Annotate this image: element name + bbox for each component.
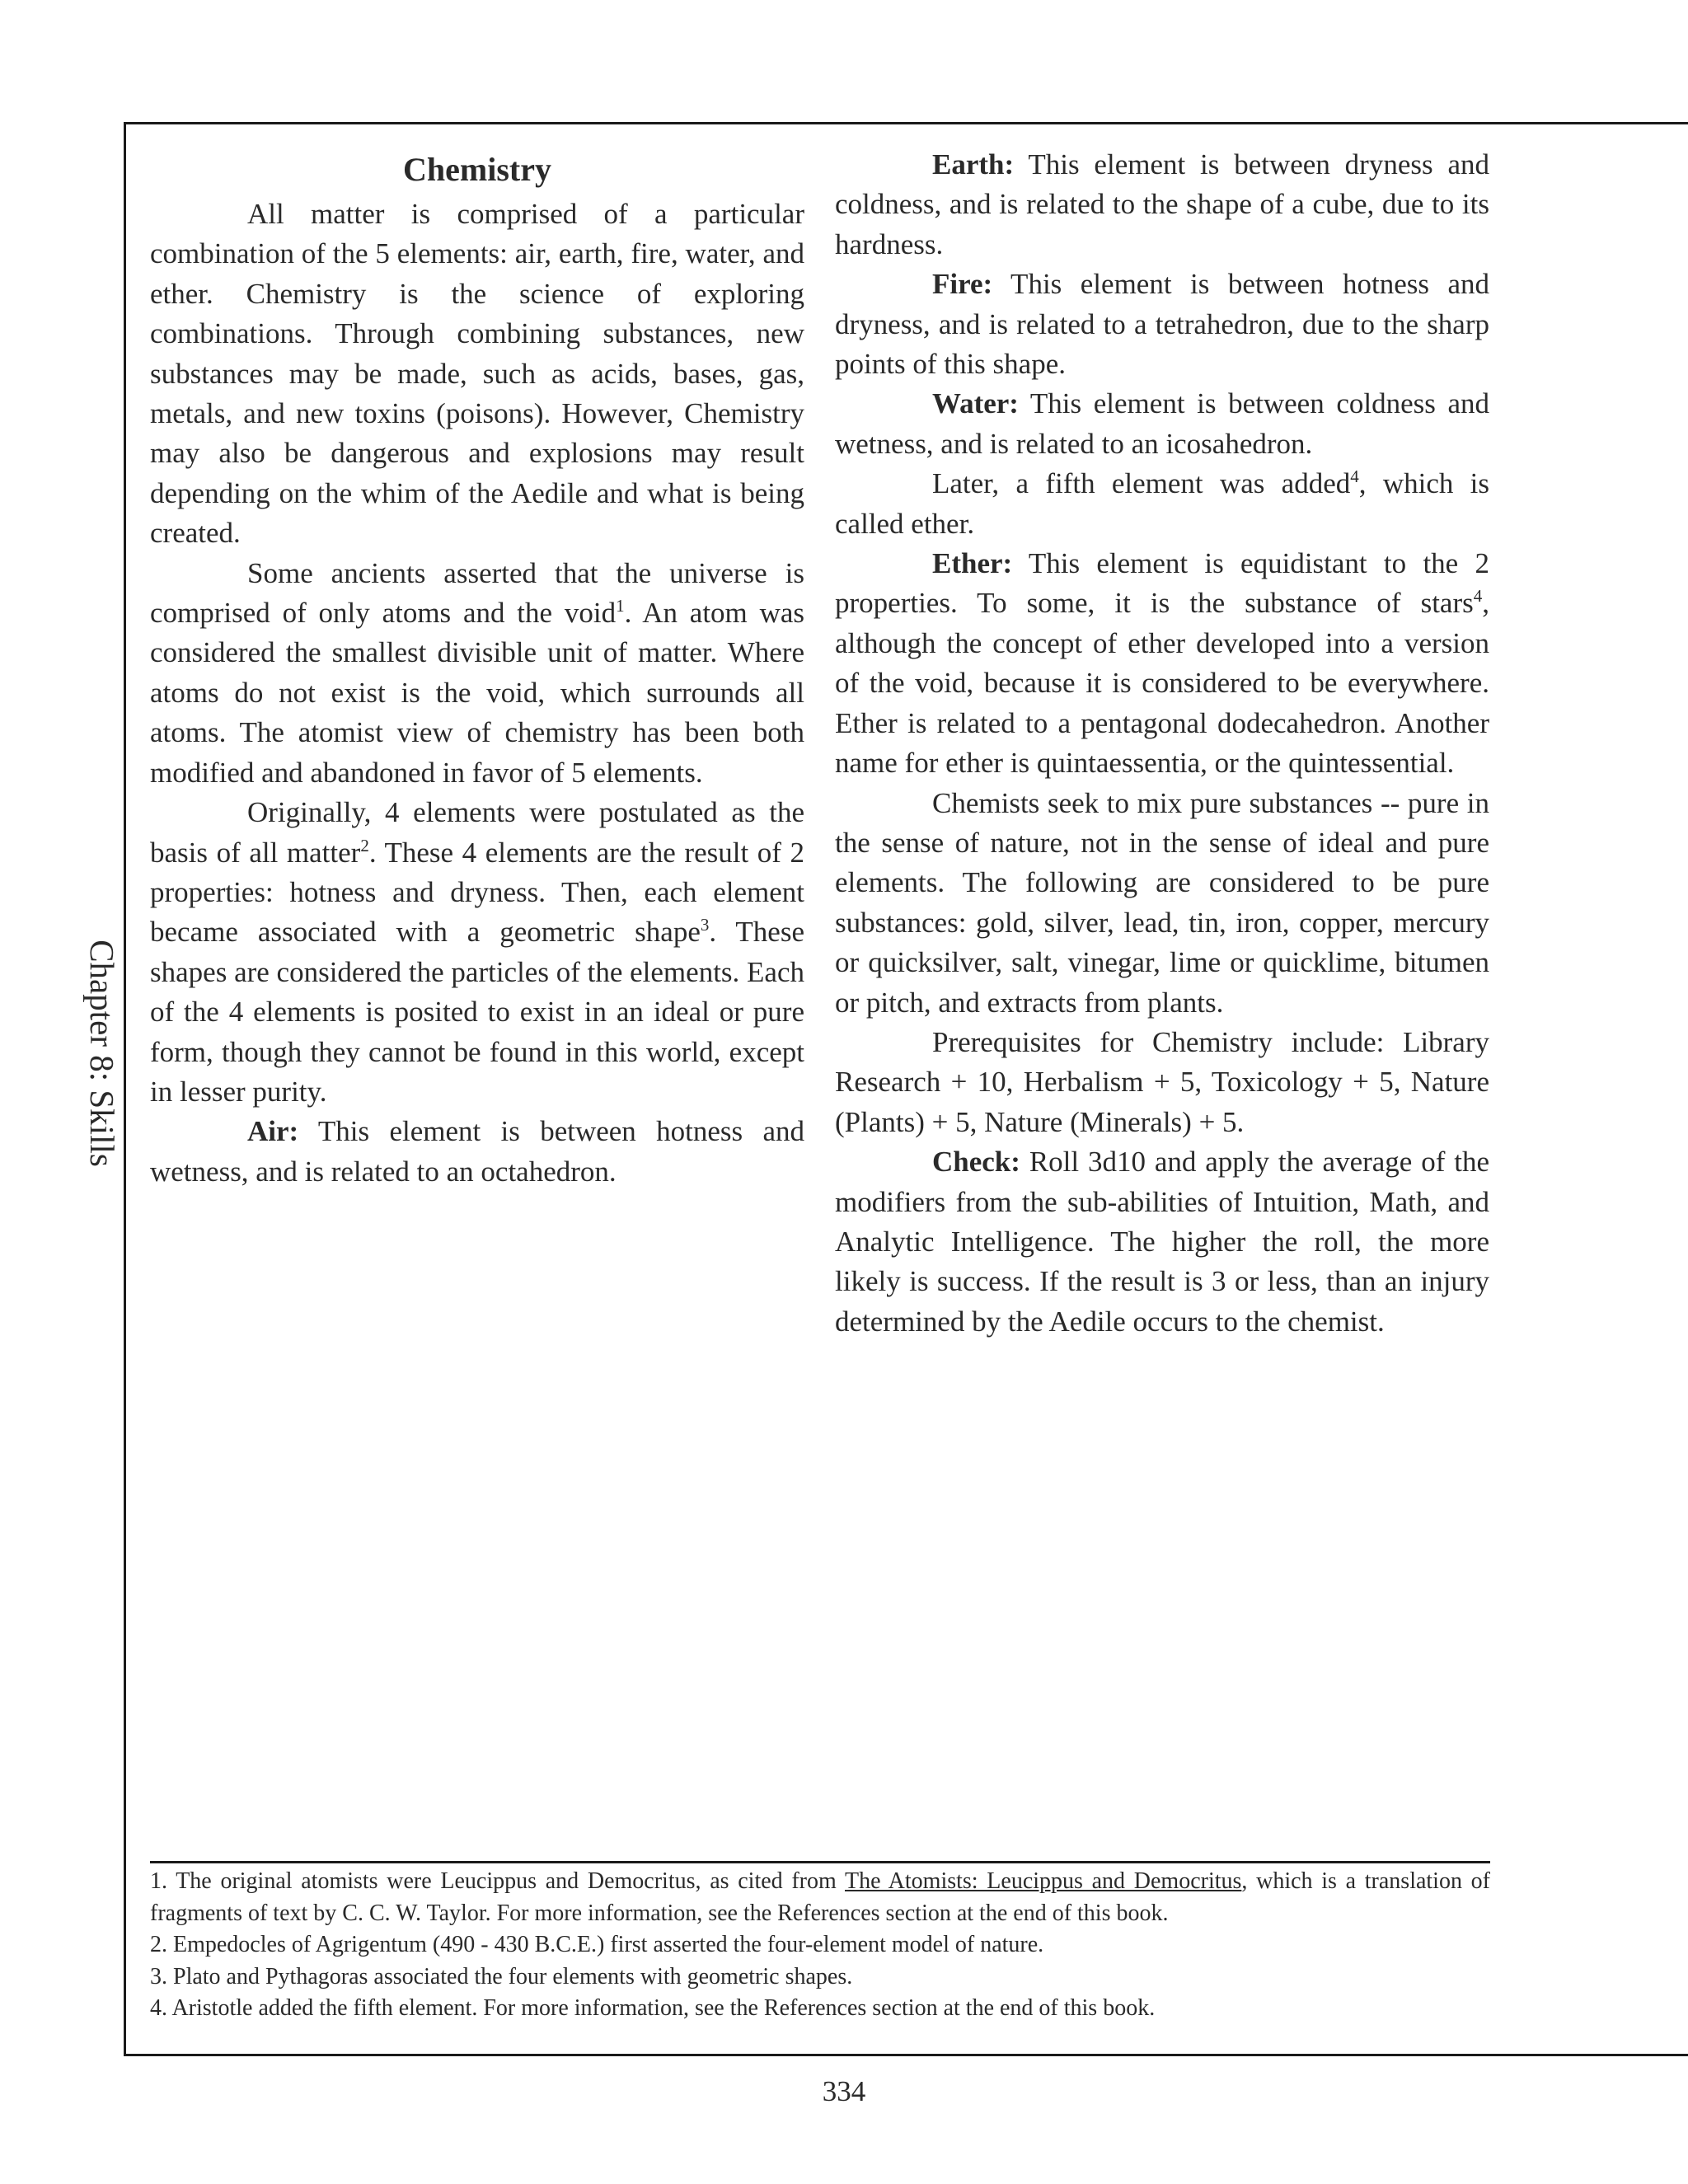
paragraph-fifth-element: [835, 464, 1489, 544]
water-text: This element is between coldness and wetness, and is related to an icosahedron.: [835, 387, 1489, 460]
section-heading: Chemistry: [403, 151, 551, 188]
four-elements-text-c: . These shapes are considered the particles of the elements. Each of the 4 elements is posited to exist in an ideal or pure form, though they cannot be found in this world, except in lesser purity.: [150, 916, 805, 1108]
check-text: Roll 3d10 and apply the average of the modifiers from the sub-abilities of Intuition, Math, and Analytic Intelligence. The higher the roll, the more likely is success. If the result is 3 or less, than an injury determined by the Aedile occurs to the chemist.: [835, 1146, 1489, 1338]
fire-text: This element is between hotness and dryness, and is related to a tetrahedron, due to the sharp points of this shape.: [835, 268, 1489, 381]
page-frame-bottom-rule: [124, 2054, 1688, 2056]
paragraph-four-elements: [150, 793, 804, 1112]
footnote-ref-2: 2: [360, 835, 369, 855]
paragraph-fire: [835, 265, 1489, 384]
air-text: This element is between hotness and wetness, and is related to an octahedron.: [150, 1115, 804, 1188]
paragraph-prerequisites: Prerequisites for Chemistry include: Library Research + 10, Herbalism + 5, Toxicology + 5, Nature (Plants) + 5, Nature (Minerals) + 5.: [835, 1025, 1489, 1138]
footnote-1: [150, 1866, 1490, 1929]
footnote-1-text-a: 1. The original atomists were Leucippus and Democritus, as cited from: [150, 1868, 845, 1894]
earth-label: Earth:: [932, 148, 1015, 180]
paragraph-water: [835, 384, 1489, 464]
left-column: [150, 145, 804, 1192]
footnote-2: 2. Empedocles of Agrigentum (490 - 430 B.C.E.) first asserted the four-element model of nature.: [150, 1932, 1044, 1958]
footnote-ref-1: 1: [616, 596, 625, 616]
water-label: Water:: [932, 387, 1019, 420]
paragraph-intro: All matter is comprised of a particular combination of the 5 elements: air, earth, fire, water, and ether. Chemistry is the science of exploring combinations. Through combining substances, new substances may be made, such as acids, bases, gas, metals, and new toxins (poisons). However, Chemistry may also be dangerous and explosions may result depending on the whim of the Aedile and what is being created.: [150, 198, 804, 550]
paragraph-chemists: Chemists seek to mix pure substances -- pure in the sense of nature, not in the sense of ideal and pure elements. The following are considered to be pure substances: gold, silver, lead, tin, iron, copper, mercury or quicksilver, salt, vinegar, lime or quicklime, bitumen or pitch, and extracts from plants.: [835, 786, 1489, 1019]
four-elements-text-a: Originally, 4 elements were postulated as the basis of all matter: [150, 796, 804, 869]
chapter-side-label: Chapter 8: Skills: [83, 940, 121, 1167]
fifth-element-text-a: Later, a fifth element was added: [932, 467, 1351, 500]
footnote-ref-3: 3: [700, 915, 710, 935]
paragraph-earth: [835, 145, 1489, 265]
four-elements-text-b: . These 4 elements are the result of 2 properties: hotness and dryness. Then, each element became associated with a geometric shape: [150, 836, 804, 949]
atomists-text-b: . An atom was considered the smallest divisible unit of matter. Where atoms do not exist is the void, which surrounds all atoms. The atomist view of chemistry has been both modified and abandoned in favor of 5 elements.: [150, 597, 804, 789]
paragraph-check: [835, 1142, 1489, 1342]
page-frame-left-rule: [124, 122, 126, 2056]
fifth-element-text-b: , which is called ether.: [835, 467, 1489, 540]
atomists-text-a: Some ancients asserted that the universe is comprised of only atoms and the void: [150, 556, 804, 630]
footnote-4: 4. Aristotle added the fifth element. For more information, see the References section at the end of this book.: [150, 1995, 1156, 2022]
footnotes: [150, 1866, 1490, 2025]
page-frame-top-rule: [124, 122, 1688, 124]
air-label: Air:: [247, 1115, 299, 1148]
right-column: [835, 145, 1489, 1342]
check-label: Check:: [932, 1146, 1020, 1179]
footnote-divider: [150, 1861, 1490, 1863]
ether-text-b: , although the concept of ether developed into a version of the void, because it is considered to be everywhere. Ether is related to a pentagonal dodecahedron. Another name for ether is quintaessentia, or the quintessential.: [835, 587, 1489, 780]
paragraph-air: [150, 1112, 804, 1192]
footnote-ref-4a: 4: [1350, 466, 1359, 487]
footnote-3: 3. Plato and Pythagoras associated the four elements with geometric shapes.: [150, 1963, 853, 1990]
paragraph-atomists: [150, 554, 804, 793]
footnote-ref-4b: 4: [1473, 586, 1483, 607]
page-number: 334: [822, 2075, 866, 2107]
footnote-1-book-title: The Atomists: Leucippus and Democritus: [844, 1868, 1242, 1894]
footnote-1-text-b: , which is a translation of fragments of text by C. C. W. Taylor. For more information, see the References section at the end of this book.: [150, 1868, 1490, 1926]
ether-text-a: This element is equidistant to the 2 properties. To some, it is the substance of stars: [835, 547, 1489, 620]
fire-label: Fire:: [932, 268, 993, 301]
ether-label: Ether:: [932, 547, 1013, 580]
paragraph-ether: [835, 544, 1489, 783]
earth-text: This element is between dryness and coldness, and is related to the shape of a cube, due to its hardness.: [835, 148, 1489, 260]
